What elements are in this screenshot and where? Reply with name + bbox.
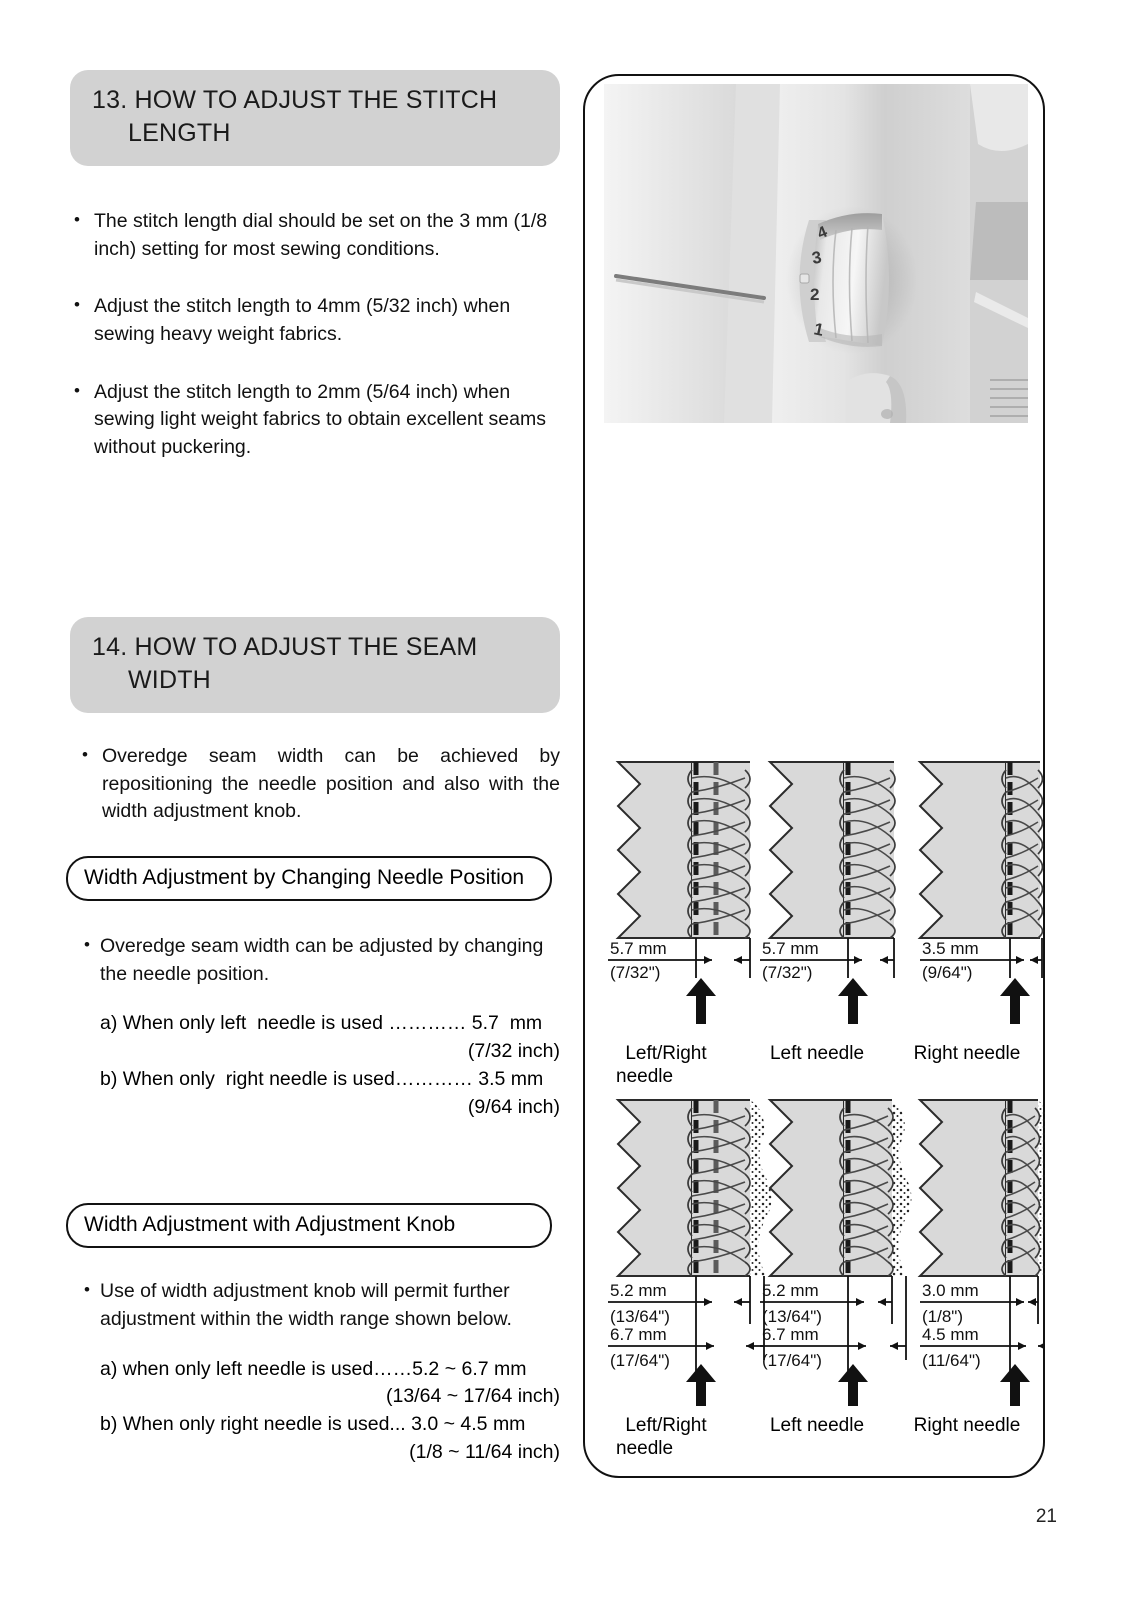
stitch-length-dial-photo xyxy=(604,84,1028,423)
caption-line1: Left needle xyxy=(769,1415,865,1436)
dial-mark-3: 3 xyxy=(810,247,824,268)
diagram-captions-adjustment-knob xyxy=(590,1409,1045,1460)
bullet-item xyxy=(70,933,560,988)
section-heading-13 xyxy=(70,70,560,166)
bullet-item xyxy=(70,743,560,826)
bullet-text: The stitch length dial should be set on the 3 mm (1/8 inch) setting for most sewing conditions. xyxy=(94,210,548,260)
bullet-item xyxy=(70,1278,560,1333)
adjustment-knob-measurements xyxy=(70,1356,560,1467)
dim-inch-value: (1/8") xyxy=(922,1307,963,1326)
measurement-line-a: a) When only left needle is used ………… 5.7 mm xyxy=(100,1012,543,1035)
bullet-text: Adjust the stitch length to 2mm (5/64 inch) when sewing light weight fabrics to obtain excellent seams without puckering. xyxy=(94,380,546,459)
dim-inch-value: (7/32") xyxy=(610,963,661,982)
dim-inch-value: (11/64") xyxy=(922,1351,981,1370)
left-text-column xyxy=(70,70,560,1467)
caption-line1: Right needle xyxy=(913,1415,1021,1436)
dim-mm-value: 5.7 mm xyxy=(762,939,819,958)
diagram-column-right xyxy=(920,1100,1045,1406)
section-heading-14 xyxy=(70,617,560,713)
measurement-sub-a: (13/64 ~ 17/64 inch) xyxy=(386,1385,560,1408)
section-14-number: 14. xyxy=(92,632,128,661)
caption-line2: needle xyxy=(616,1438,674,1460)
diagram-column-left-right xyxy=(608,762,750,1024)
dim-inch-value: (7/32") xyxy=(762,963,813,982)
subsection-title-adjustment-knob: Width Adjustment with Adjustment Knob xyxy=(66,1203,552,1248)
dim-mm-value: 5.2 mm xyxy=(762,1281,819,1300)
dim-mm-value: 6.7 mm xyxy=(762,1325,819,1344)
dim-inch-value: (9/64") xyxy=(922,963,973,982)
section-13-number: 13. xyxy=(92,86,128,114)
measurement-sub-a: (7/32 inch) xyxy=(467,1040,560,1063)
diagram-column-left xyxy=(760,1100,912,1406)
needle-position-bullets xyxy=(70,933,560,988)
bullet-item xyxy=(70,208,560,263)
bullet-item xyxy=(70,379,560,462)
dial-mark-2: 2 xyxy=(810,285,820,304)
dim-mm-value: 5.2 mm xyxy=(610,1281,667,1300)
needle-position-measurements xyxy=(70,1010,560,1121)
measurement-sub-b: (9/64 inch) xyxy=(467,1095,560,1118)
dim-inch-value: (13/64") xyxy=(610,1307,670,1326)
dim-inch-value: (17/64") xyxy=(762,1351,822,1370)
dim-mm-value: 3.5 mm xyxy=(922,939,979,958)
diagram-column-left xyxy=(760,762,895,1024)
bullet-text: Adjust the stitch length to 4mm (5/32 inch) when sewing heavy weight fabrics. xyxy=(94,295,511,346)
dim-mm-value: 6.7 mm xyxy=(610,1325,667,1344)
caption-line1: Left/Right xyxy=(625,1415,707,1436)
measurement-line-b: b) When only right needle is used………… 3.5 mm xyxy=(100,1067,544,1090)
bullet-dot-icon: • xyxy=(84,935,90,955)
caption-line2: needle xyxy=(616,1066,674,1088)
caption-line1: Left/Right xyxy=(625,1043,707,1064)
bullet-text: Overedge seam width can be adjusted by changing the needle position. xyxy=(100,935,544,985)
section-14-bullets xyxy=(70,743,560,826)
dial-mark-1: 1 xyxy=(812,319,826,340)
diagram-needle-position xyxy=(590,748,1045,1088)
section-14-title-line2: WIDTH xyxy=(128,665,211,694)
dim-inch-value: (17/64") xyxy=(610,1351,670,1370)
dim-inch-value: (13/64") xyxy=(762,1307,822,1326)
page-number: 21 xyxy=(1035,1506,1057,1527)
section-13-title-line1: HOW TO ADJUST THE STITCH xyxy=(134,86,498,114)
bullet-dot-icon: • xyxy=(74,210,80,229)
diagram-captions-needle-position xyxy=(590,1037,1045,1088)
dim-mm-value: 5.7 mm xyxy=(610,939,667,958)
dim-mm-value: 4.5 mm xyxy=(922,1325,979,1344)
diagram-adjustment-knob xyxy=(590,1090,1045,1460)
dial-mark-4: 4 xyxy=(815,223,830,243)
subsection-title-needle-position: Width Adjustment by Changing Needle Position xyxy=(66,856,552,901)
caption-line1: Left needle xyxy=(769,1043,865,1064)
caption-line1: Right needle xyxy=(913,1043,1021,1064)
bullet-dot-icon: • xyxy=(74,380,80,400)
bullet-item xyxy=(70,293,560,348)
bullet-dot-icon: • xyxy=(84,1280,90,1300)
measurement-sub-b: (1/8 ~ 11/64 inch) xyxy=(409,1440,560,1463)
dim-mm-value: 3.0 mm xyxy=(922,1281,979,1300)
adjustment-knob-bullets xyxy=(70,1278,560,1333)
diagram-column-right xyxy=(920,762,1043,1024)
bullet-dot-icon: • xyxy=(82,744,88,764)
section-14-title-line1: HOW TO ADJUST THE SEAM xyxy=(134,632,478,661)
bullet-text: Overedge seam width can be achieved by repositioning the needle position and also with the width adjustment knob. xyxy=(102,744,560,823)
measurement-line-a: a) when only left needle is used……5.2 ~ 6.7 mm xyxy=(100,1357,527,1380)
bullet-dot-icon: • xyxy=(74,295,80,315)
section-13-title-line2: LENGTH xyxy=(128,119,231,147)
section-13-bullets xyxy=(70,208,560,462)
bullet-text: Use of width adjustment knob will permit further adjustment within the width range shown below. xyxy=(100,1280,512,1331)
measurement-line-b: b) When only right needle is used... 3.0 ~ 4.5 mm xyxy=(100,1413,526,1436)
diagram-column-left-right xyxy=(608,1100,772,1406)
